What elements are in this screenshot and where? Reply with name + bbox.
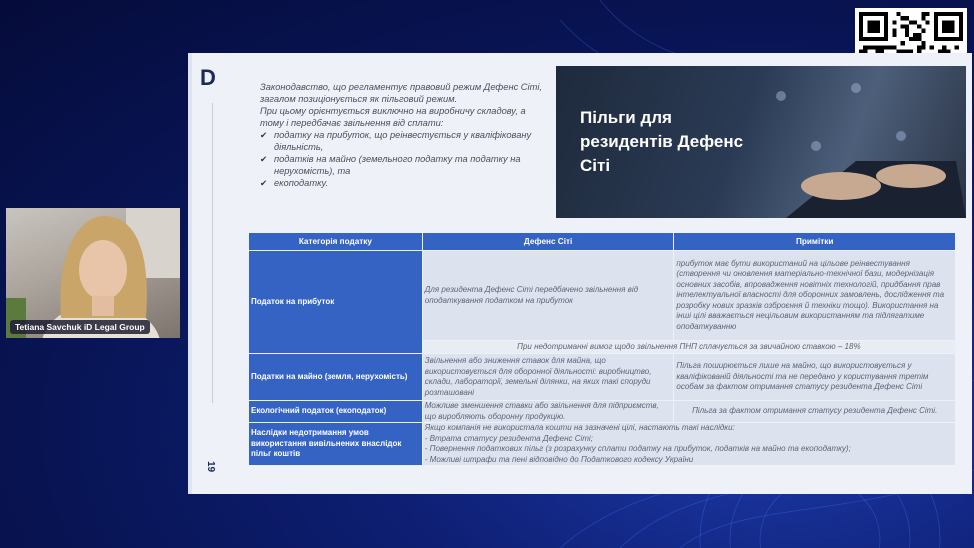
row-category: Екологічний податок (екоподаток) xyxy=(249,401,423,423)
consequence-line: - Втрата статусу резидента Дефенс Сіті; xyxy=(424,433,593,443)
participant-avatar-image xyxy=(6,208,180,338)
row-defense: Звільнення або зниження ставок для майна, що використовується для оборонної діяльності: виробництво, склади, лабораторії, земельні ділянки, на яких такі споруди розташовані xyxy=(422,354,674,401)
row-category: Податок на прибуток xyxy=(249,251,423,354)
consequence-line: - Повернення податкових пільг (з розрахунку сплати податку на прибуток, податків на майно та екоподатку); xyxy=(424,444,851,453)
row-defense: Можливе зменшення ставки або звільнення для підприємств, що виробляють оборонну продукцію. xyxy=(422,401,674,423)
row-category: Податки на майно (земля, нерухомість) xyxy=(249,354,423,401)
hero-title: Пільги для резидентів Дефенс Сіті xyxy=(580,108,744,175)
row-note: прибуток має бути використаний на цільове реінвестування (створення чи оновлення матеріально-технічної бази, модернізація основних засобів, впровадження новітніх технологій, придбання прав інтелектуальної власності для оборонних замовлень, дослідження та розробку нових зразків озброєння й техніки тощо). Використання на інші цілі вважається нецільовим використанням та підлягатиме оподаткуванню xyxy=(674,251,956,341)
table-row xyxy=(249,354,956,401)
intro-paragraph-2: При цьому орієнтується виключно на виробничу складову, а тому і передбачає звільнення від сплати: xyxy=(260,106,526,128)
list-item: ✔ екоподатку. xyxy=(260,177,550,189)
tax-benefits-table xyxy=(248,232,956,466)
participant-name-label: Tetiana Savchuk iD Legal Group xyxy=(10,320,150,334)
divider xyxy=(212,103,213,403)
hero-image xyxy=(556,66,966,218)
row-note: Пільга за фактом отримання статусу резидента Дефенс Сіті. xyxy=(674,401,956,423)
intro-list xyxy=(260,129,550,189)
logo: D xyxy=(200,65,215,90)
row-consequences xyxy=(422,423,955,466)
row-footnote: При недотриманні вимог щодо звільнення ПНП сплачується за звичайною ставкою – 18% xyxy=(422,341,955,354)
page-number: 19 xyxy=(205,460,217,473)
table-row xyxy=(249,251,956,341)
consequence-line: - Можливі штрафи та пені відповідно до Податкового кодексу України xyxy=(424,454,694,464)
consequence-line: Якщо компанія не використала кошти на зазначені цілі, настають такі наслідки: xyxy=(424,423,735,432)
column-header: Примітки xyxy=(674,233,956,251)
column-header: Категорія податку xyxy=(249,233,423,251)
intro-paragraph-1: Законодавство, що регламентує правовий режим Дефенс Сіті, загалом позиціонується як пільговий режим. xyxy=(260,82,542,104)
column-header: Дефенс Сіті xyxy=(422,233,674,251)
participant-video[interactable] xyxy=(6,208,180,338)
presentation-slide xyxy=(188,53,972,494)
row-note: Пільга поширюється лише на майно, що використовується у кваліфікованій діяльності та не передано у користування третім особам за фактом отримання статусу резидента Дефенс Сіті xyxy=(674,354,956,401)
list-item: ✔ податку на прибуток, що реінвестується у кваліфіковану діяльність, xyxy=(260,129,550,153)
intro-text xyxy=(260,81,550,189)
table-header-row xyxy=(249,233,956,251)
row-defense: Для резидента Дефенс Сіті передбачено звільнення від оподаткування податком на прибуток xyxy=(422,251,674,341)
list-item: ✔ податків на майно (земельного податку та податку на нерухомість), та xyxy=(260,153,550,177)
row-category: Наслідки недотримання умов використання вивільнених внаслідок пільг коштів xyxy=(249,423,423,466)
table-row xyxy=(249,401,956,423)
table-row xyxy=(249,423,956,466)
